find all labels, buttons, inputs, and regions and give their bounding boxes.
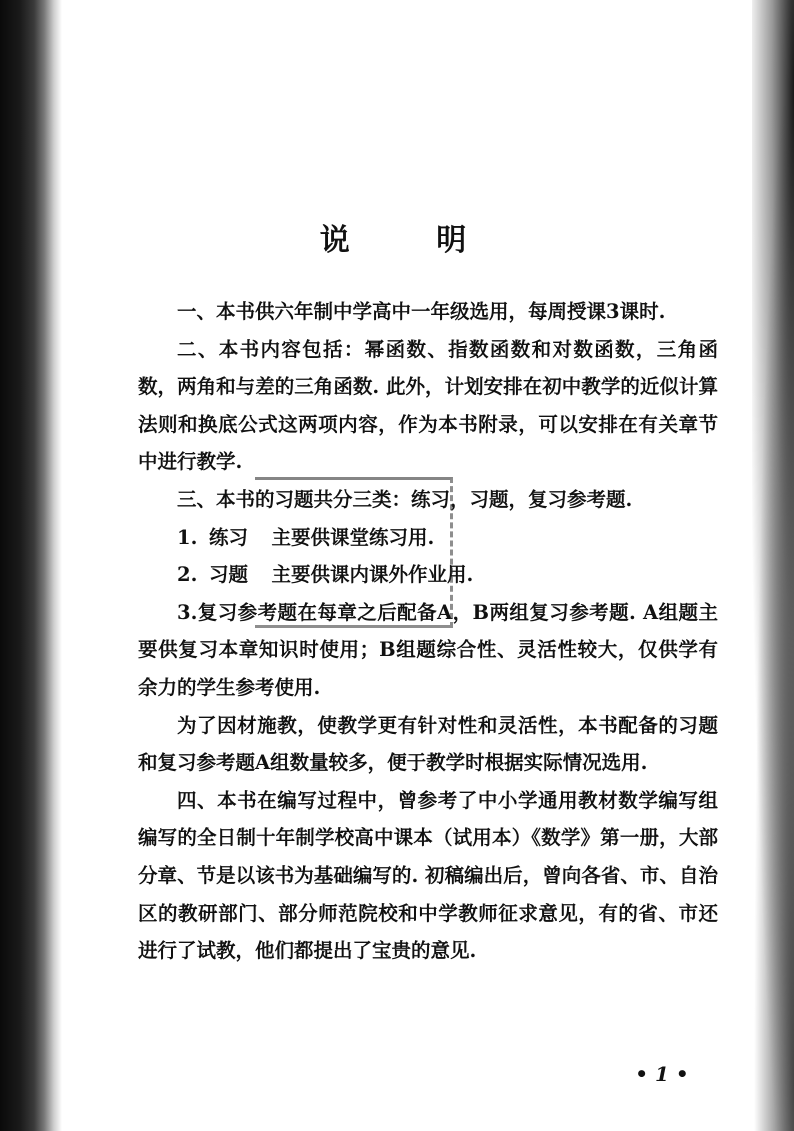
paragraph-2: 二、本书内容包括：幂函数、指数函数和对数函数，三角函数，两角和与差的三角函数. 此外，计划安排在初中教学的近似计算法则和换底公式这两项内容，作为本书附录，可以安排在有关章节中进行教学. (138, 337, 718, 474)
list-item (138, 519, 718, 557)
paragraph-5: 四、本书在编写过程中，曾参考了中小学通用教材数学编写组编写的全日制十年制学校高中课本（试用本）《数学》第一册，大部分章、节是以该书为基础编写的. 初稿编出后，曾向各省、市、自治区的教研部门、部分师范院校和中学教师征求意见，有的省、市还进行了试教，他们都提出了宝贵的意见. (138, 788, 718, 963)
item-label: 复习参考题 (197, 600, 298, 624)
list-item (138, 594, 718, 707)
list-item (138, 556, 718, 594)
item-number: 3. (177, 600, 198, 624)
page-number: • 1 • (635, 1062, 689, 1086)
binding-shadow (0, 0, 62, 1131)
page-title: 说 明 (319, 223, 505, 258)
paragraph-3: 三、本书的习题共分三类：练习，习题，复习参考题. (177, 487, 633, 511)
paragraph-4: 为了因材施教，使教学更有针对性和灵活性，本书配备的习题和复习参考题A组数量较多，便于教学时根据实际情况选用. (138, 713, 718, 775)
item-text: 在每章之后配备A，B两组复习参考题. A组题主要供复习本章知识时使用；B组题综合性、灵活性较大，仅供学有余力的学生参考使用. (138, 600, 718, 699)
item-label: 习题 (209, 563, 249, 587)
item-text: 主要供课堂练习用. (271, 525, 435, 549)
item-number: 1. (177, 525, 198, 549)
page-body (138, 293, 718, 970)
item-number: 2. (177, 563, 198, 587)
paragraph-1: 一、本书供六年制中学高中一年级选用，每周授课3课时. (177, 300, 666, 323)
page-edge-shadow (752, 0, 794, 1131)
item-text: 主要供课内课外作业用. (271, 563, 474, 587)
item-label: 练习 (209, 525, 249, 549)
